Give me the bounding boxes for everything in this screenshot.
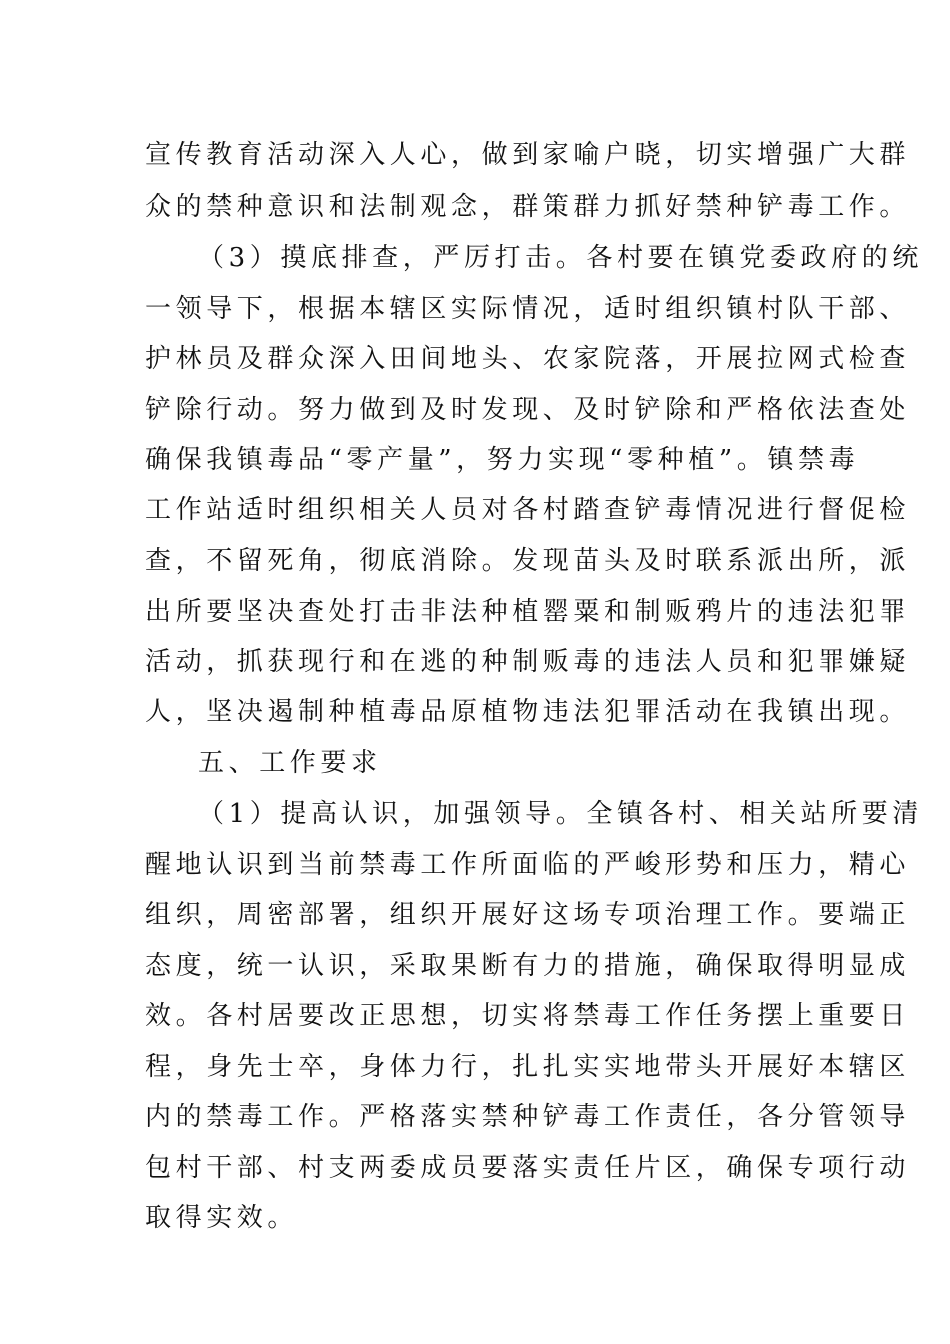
paragraph-line: 人，坚决遏制种植毒品原植物违法犯罪活动在我镇出现。 bbox=[145, 697, 911, 727]
paragraph-line: 包村干部、村支两委成员要落实责任片区，确保专项行动 bbox=[145, 1153, 911, 1183]
paragraph-line: 程，身先士卒，身体力行，扎扎实实地带头开展好本辖区 bbox=[145, 1052, 911, 1082]
paragraph-line: 取得实效。 bbox=[145, 1203, 299, 1233]
paragraph-line: 一领导下，根据本辖区实际情况，适时组织镇村队干部、 bbox=[145, 294, 911, 324]
paragraph-line: 护林员及群众深入田间地头、农家院落，开展拉网式检查 bbox=[145, 344, 911, 374]
paragraph-line: （3）摸底排查，严厉打击。各村要在镇党委政府的统 bbox=[198, 243, 923, 273]
paragraph-line: 出所要坚决查处打击非法种植罂粟和制贩鸦片的违法犯罪 bbox=[145, 597, 911, 627]
paragraph-line: 态度，统一认识，采取果断有力的措施，确保取得明显成 bbox=[145, 951, 911, 981]
paragraph-line: 宣传教育活动深入人心，做到家喻户晓，切实增强广大群 bbox=[145, 140, 911, 170]
paragraph-line: （1）提高认识，加强领导。全镇各村、相关站所要清 bbox=[198, 799, 923, 829]
paragraph-line: 铲除行动。努力做到及时发现、及时铲除和严格依法查处 bbox=[145, 395, 911, 425]
paragraph-line: 众的禁种意识和法制观念，群策群力抓好禁种铲毒工作。 bbox=[145, 192, 911, 222]
section-heading: 五、工作要求 bbox=[198, 748, 382, 778]
paragraph-line: 查，不留死角，彻底消除。发现苗头及时联系派出所，派 bbox=[145, 546, 911, 576]
paragraph-line: 确保我镇毒品“零产量”，努力实现“零种植”。镇禁毒 bbox=[145, 445, 860, 475]
paragraph-line: 醒地认识到当前禁毒工作所面临的严峻形势和压力，精心 bbox=[145, 850, 911, 880]
paragraph-line: 组织，周密部署，组织开展好这场专项治理工作。要端正 bbox=[145, 900, 911, 930]
paragraph-line: 效。各村居要改正思想，切实将禁毒工作任务摆上重要日 bbox=[145, 1001, 911, 1031]
paragraph-line: 内的禁毒工作。严格落实禁种铲毒工作责任，各分管领导 bbox=[145, 1102, 911, 1132]
paragraph-line: 活动，抓获现行和在逃的种制贩毒的违法人员和犯罪嫌疑 bbox=[145, 647, 911, 677]
paragraph-line: 工作站适时组织相关人员对各村踏查铲毒情况进行督促检 bbox=[145, 495, 911, 525]
